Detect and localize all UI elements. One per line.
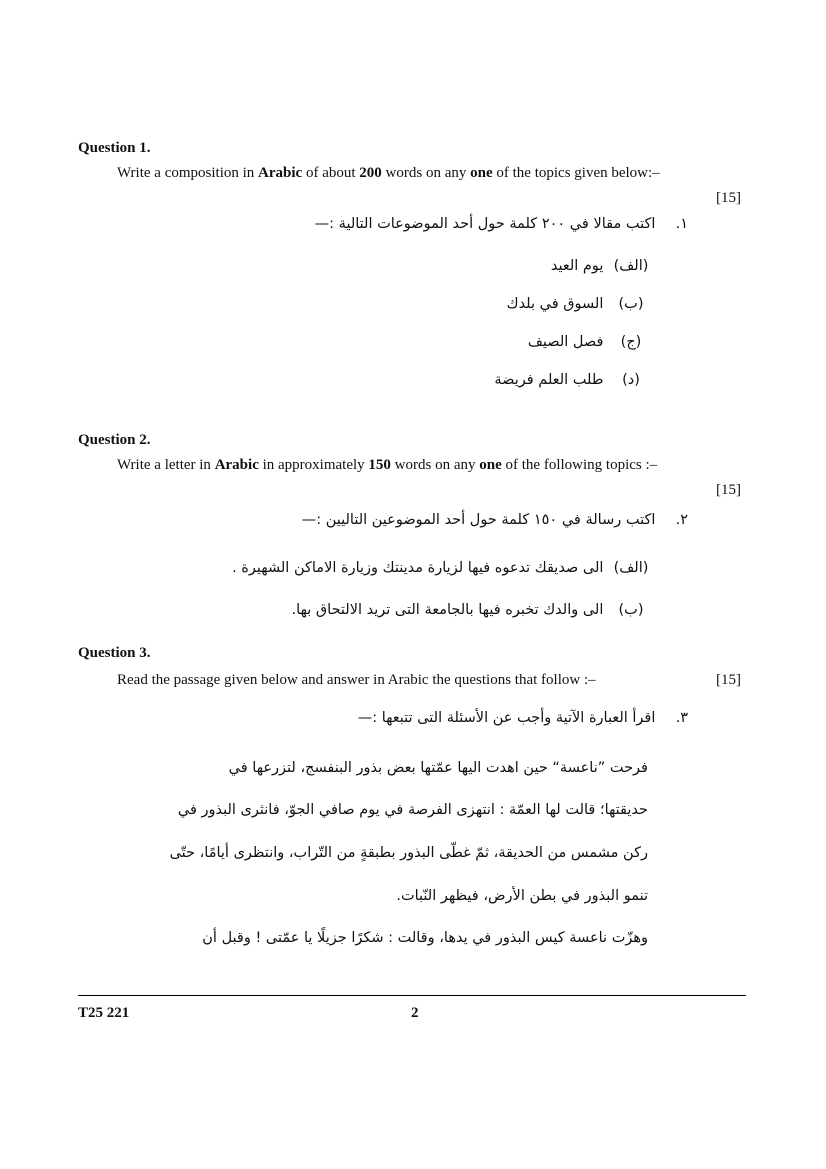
- instr-text: words on any: [390, 457, 480, 473]
- instr-bold: Arabic: [258, 165, 303, 181]
- question-2-marks: [15]: [716, 482, 741, 498]
- instr-bold: one: [479, 457, 502, 473]
- question-3-arabic-instruction: [358, 710, 688, 726]
- passage-line: ركن مشمس من الحديقة، ثمّ غطّى البذور بطبقةٍ من التّراب، وانتظرى أيامًا، حتّى: [169, 845, 648, 861]
- option-label: (ب): [618, 296, 644, 312]
- arabic-number: ١.: [675, 216, 688, 232]
- page-number: 2: [411, 1005, 419, 1021]
- question-1-marks: [15]: [716, 190, 741, 206]
- passage-line: تنمو البذور في بطن الأرض، فيظهر النّبات.: [396, 888, 648, 904]
- question-2-arabic-instruction: [302, 512, 688, 528]
- paper-code: T25 221: [78, 1005, 130, 1021]
- instr-bold: one: [470, 165, 493, 181]
- option-text: الى والدك تخبره فيها بالجامعة التى تريد الالتحاق بها.: [291, 602, 604, 618]
- question-1-arabic-instruction: [315, 216, 688, 232]
- arabic-instruction-text: اكتب رسالة في ١٥٠ كلمة حول أحد الموضوعين التاليين :—: [301, 512, 656, 528]
- instr-text: words on any: [381, 165, 471, 181]
- arabic-instruction-text: اقرأ العبارة الآتية وأجب عن الأسئلة التى تتبعها :—: [357, 710, 656, 726]
- instr-text: of the following topics :–: [501, 457, 658, 473]
- option-text: السوق في بلدك: [506, 296, 604, 312]
- option-text: يوم العيد: [550, 258, 604, 274]
- option-text: طلب العلم فريضة: [494, 372, 604, 388]
- instr-text: of the topics given below:–: [492, 165, 660, 181]
- passage-line: وهزّت ناعسة كيس البذور في يدها، وقالت : شكرًا جزيلًا يا عمّتى ! وقبل أن: [202, 930, 648, 946]
- footer-divider: [78, 995, 746, 996]
- passage-line: فرحت ”ناعسة“ حين اهدت اليها عمّتها بعض بذور البنفسج، لتزرعها في: [228, 760, 648, 776]
- question-2-option: [292, 602, 654, 618]
- instr-bold: 200: [359, 165, 382, 181]
- arabic-instruction-text: اكتب مقالا في ٢٠٠ كلمة حول أحد الموضوعات التالية :—: [314, 216, 656, 232]
- option-label: (الف): [613, 258, 649, 274]
- arabic-number: ٣.: [675, 710, 688, 726]
- passage-line: حديقتها؛ قالت لها العمّة : انتهزى الفرصة في يوم صافي الجوّ، فانثرى البذور في: [177, 802, 648, 818]
- arabic-number: ٢.: [675, 512, 688, 528]
- question-1-option: [507, 296, 654, 312]
- question-1-option: [551, 258, 654, 274]
- question-2-option: [232, 560, 654, 576]
- question-3-instruction: Read the passage given below and answer in Arabic the questions that follow :–: [117, 672, 596, 688]
- question-1-instruction: [117, 165, 660, 182]
- question-3-heading: Question 3.: [78, 645, 151, 661]
- question-1-heading: Question 1.: [78, 140, 151, 156]
- option-text: الى صديقك تدعوه فيها لزيارة مدينتك وزيارة الاماكن الشهيرة .: [232, 560, 604, 576]
- question-1-option: [494, 372, 654, 388]
- option-label: (د): [622, 372, 640, 388]
- instr-text: in approximately: [258, 457, 369, 473]
- option-label: (الف): [613, 560, 649, 576]
- question-3-marks: [15]: [716, 672, 741, 688]
- instr-bold: Arabic: [214, 457, 259, 473]
- instr-text: Write a letter in: [117, 457, 215, 473]
- instr-bold: 150: [368, 457, 391, 473]
- question-1-option: [528, 334, 654, 350]
- option-label: (ج): [620, 334, 642, 350]
- option-label: (ب): [618, 602, 644, 618]
- option-text: فصل الصيف: [527, 334, 604, 350]
- instr-text: Write a composition in: [117, 165, 259, 181]
- question-2-heading: Question 2.: [78, 432, 151, 448]
- question-2-instruction: [117, 457, 657, 474]
- instr-text: of about: [302, 165, 360, 181]
